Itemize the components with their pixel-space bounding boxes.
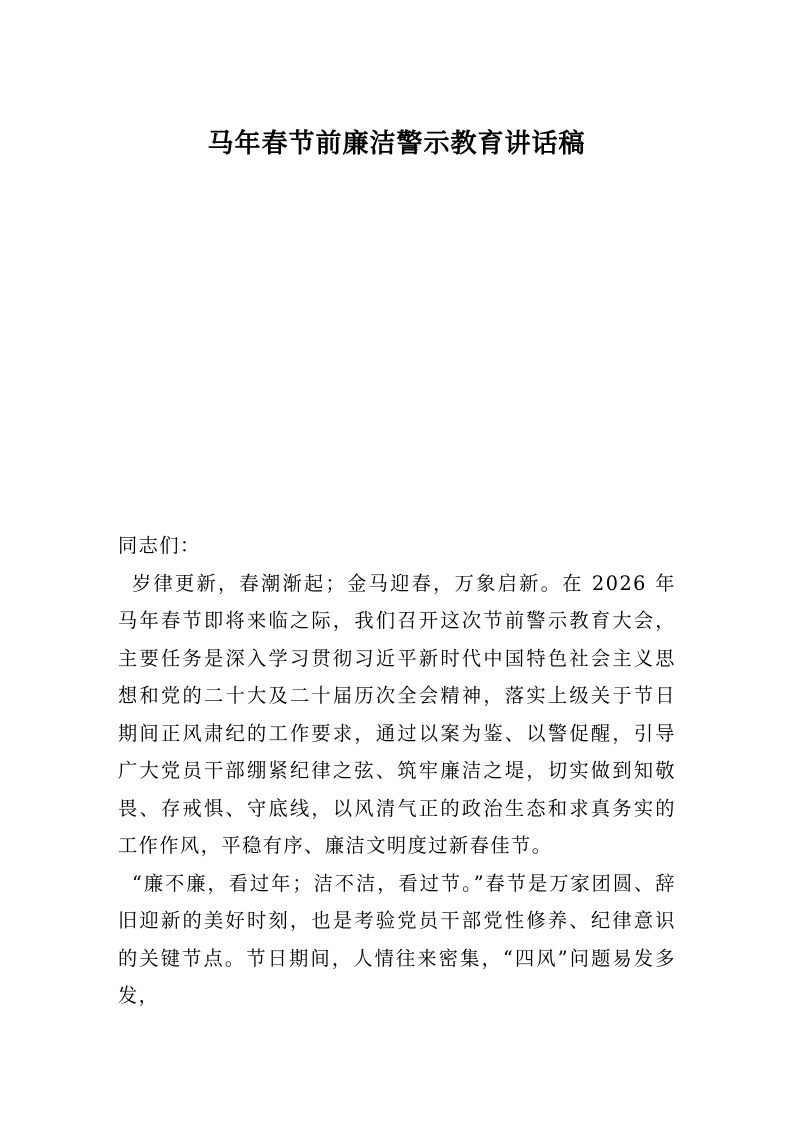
document-body [118,527,676,1015]
body-paragraph-1: 岁律更新，春潮渐起；金马迎春，万象启新。在 2026 年马年春节即将来临之际，我们召开这次节前警示教育大会，主要任务是深入学习贯彻习近平新时代中国特色社会主义思想和党的二十大及二十届历次全会精神，落实上级关于节日期间正风肃纪的工作要求，通过以案为鉴、以警促醒，引导广大党员干部绷紧纪律之弦、筑牢廉洁之堤，切实做到知敬畏、存戒惧、守底线，以风清气正的政治生态和求真务实的工作作风，平稳有序、廉洁文明度过新春佳节。 [118,571,676,857]
salutation: 同志们： [118,534,201,557]
body-paragraph-2: “廉不廉，看过年；洁不洁，看过节。”春节是万家团圆、辞旧迎新的美好时刻，也是考验党员干部党性修养、纪律意识的关键节点。节日期间，人情往来密集，“四风”问题易发多发， [118,871,676,1007]
document-title: 马年春节前廉洁警示教育讲话稿 [207,129,586,159]
